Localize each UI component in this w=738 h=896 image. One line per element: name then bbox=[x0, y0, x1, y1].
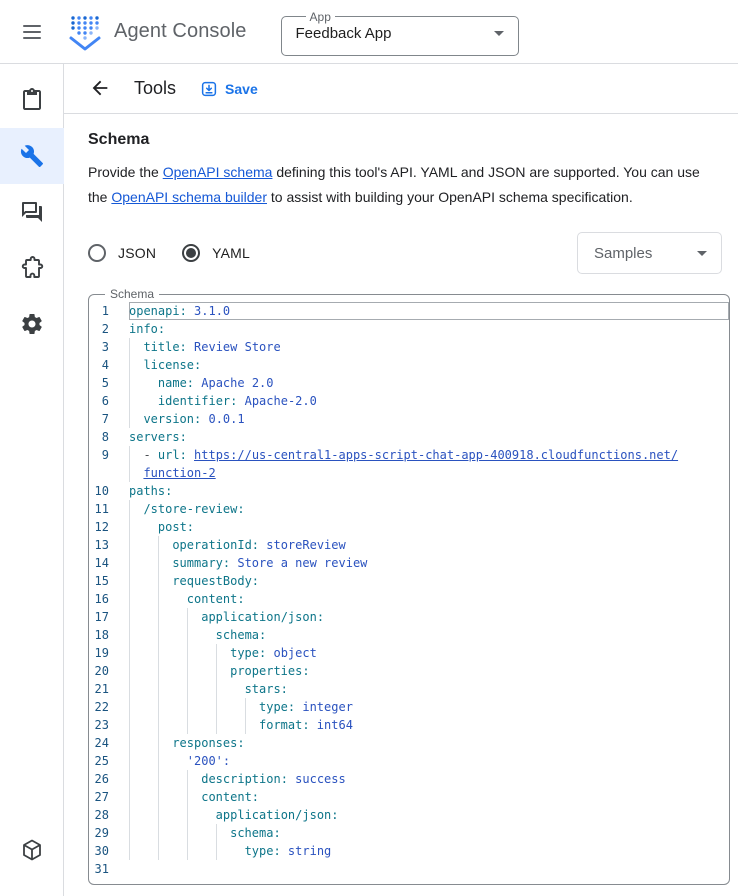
indent-guide bbox=[158, 770, 187, 788]
indent-guide bbox=[129, 644, 158, 662]
schema-editor[interactable] bbox=[89, 302, 729, 878]
indent-guide bbox=[187, 626, 216, 644]
editor-line bbox=[89, 410, 729, 428]
line-number: 24 bbox=[94, 736, 109, 750]
code-token-key: requestBody: bbox=[172, 574, 260, 588]
indent-guide bbox=[158, 608, 187, 626]
indent-guide bbox=[187, 842, 216, 860]
app-select-label: App bbox=[309, 9, 331, 24]
indent-guide bbox=[129, 572, 158, 590]
code-token-key: schema: bbox=[230, 826, 281, 840]
editor-line bbox=[89, 446, 729, 464]
code-token-key: properties: bbox=[230, 664, 310, 678]
indent-guide bbox=[158, 536, 172, 554]
line-number: 17 bbox=[94, 610, 109, 624]
line-number: 18 bbox=[94, 628, 109, 642]
editor-line bbox=[89, 608, 729, 626]
indent-guide bbox=[129, 590, 158, 608]
line-number: 22 bbox=[94, 700, 109, 714]
editor-line bbox=[89, 806, 729, 824]
indent-guide bbox=[129, 374, 158, 392]
code-token-key: format: bbox=[259, 718, 317, 732]
gear-icon bbox=[20, 312, 44, 336]
code-token-key: content: bbox=[201, 790, 260, 804]
line-number: 30 bbox=[94, 844, 109, 858]
indent-guide bbox=[129, 554, 158, 572]
indent-guide bbox=[216, 842, 245, 860]
radio-checked-icon[interactable] bbox=[182, 244, 200, 262]
code-token-key: summary: bbox=[172, 556, 238, 570]
indent-guide bbox=[129, 662, 158, 680]
indent-guide bbox=[129, 752, 158, 770]
code-token-key: /store-review: bbox=[143, 502, 245, 516]
editor-line bbox=[89, 770, 729, 788]
editor-line bbox=[89, 788, 729, 806]
indent-guide bbox=[129, 716, 158, 734]
line-number: 27 bbox=[94, 790, 109, 804]
indent-guide bbox=[129, 410, 143, 428]
indent-guide bbox=[187, 824, 216, 842]
code-token-key: operationId: bbox=[172, 538, 267, 552]
line-number: 9 bbox=[101, 448, 109, 462]
editor-line bbox=[89, 356, 729, 374]
clipboard-icon bbox=[20, 88, 44, 112]
indent-guide bbox=[158, 788, 187, 806]
code-token-val: object bbox=[273, 646, 317, 660]
indent-guide bbox=[187, 770, 201, 788]
line-number bbox=[89, 464, 129, 482]
editor-line bbox=[89, 302, 729, 320]
code-token-link: https://us-central1-apps-script-chat-app-400918.cloudfunctions.net/ bbox=[194, 448, 679, 462]
editor-line bbox=[89, 500, 729, 518]
code-token-key: license: bbox=[143, 358, 202, 372]
code-token-key: identifier: bbox=[157, 394, 245, 408]
indent-guide bbox=[129, 806, 158, 824]
indent-guide bbox=[129, 446, 143, 464]
top-header bbox=[0, 0, 738, 64]
editor-line bbox=[89, 644, 729, 662]
code-token-key: type: bbox=[244, 844, 288, 858]
sidebar-item-extensions[interactable] bbox=[0, 240, 64, 296]
code-token-val: integer bbox=[302, 700, 353, 714]
page-title: Tools bbox=[134, 78, 177, 98]
save-button-label: Save bbox=[225, 80, 258, 97]
code-token-val: int64 bbox=[316, 718, 353, 732]
editor-line bbox=[89, 752, 729, 770]
indent-guide bbox=[129, 536, 158, 554]
radio-label: JSON bbox=[118, 245, 157, 261]
editor-line bbox=[89, 842, 729, 860]
indent-guide bbox=[158, 554, 172, 572]
format-radio-group bbox=[88, 244, 276, 262]
code-token-key: stars: bbox=[244, 682, 288, 696]
indent-guide bbox=[158, 716, 187, 734]
sidebar-item-deploy[interactable] bbox=[0, 822, 64, 878]
line-number: 15 bbox=[94, 574, 109, 588]
editor-line bbox=[89, 680, 729, 698]
code-token-key: content: bbox=[186, 592, 245, 606]
editor-line bbox=[89, 320, 729, 338]
openapi-link[interactable]: OpenAPI schema builder bbox=[111, 189, 267, 205]
code-token-key: post: bbox=[157, 520, 195, 534]
indent-guide bbox=[245, 698, 259, 716]
editor-line bbox=[89, 428, 729, 446]
indent-guide bbox=[245, 716, 259, 734]
indent-guide bbox=[129, 842, 158, 860]
tools-toolbar bbox=[64, 64, 738, 114]
line-number: 21 bbox=[94, 682, 109, 696]
editor-line bbox=[89, 392, 729, 410]
code-token-val: string bbox=[287, 844, 332, 858]
indent-guide bbox=[129, 392, 158, 410]
line-number: 23 bbox=[94, 718, 109, 732]
editor-line bbox=[89, 482, 729, 500]
indent-guide bbox=[216, 680, 245, 698]
line-number: 10 bbox=[94, 484, 109, 498]
line-number: 3 bbox=[101, 340, 109, 354]
line-number: 8 bbox=[101, 430, 109, 444]
code-token-val: Store a new review bbox=[237, 556, 368, 570]
indent-guide bbox=[158, 644, 187, 662]
save-button[interactable] bbox=[200, 80, 258, 98]
indent-guide bbox=[129, 608, 158, 626]
line-number: 12 bbox=[94, 520, 109, 534]
code-token-key: url: bbox=[157, 448, 195, 462]
indent-guide bbox=[158, 662, 187, 680]
app-select-value: Feedback App bbox=[295, 24, 392, 42]
line-number: 7 bbox=[101, 412, 109, 426]
indent-guide bbox=[129, 500, 143, 518]
code-token-val: 3.1.0 bbox=[194, 304, 231, 318]
indent-guide bbox=[158, 752, 187, 770]
wrench-icon bbox=[20, 144, 44, 168]
indent-guide bbox=[129, 356, 143, 374]
code-token-val: storeReview bbox=[266, 538, 346, 552]
indent-guide bbox=[129, 824, 158, 842]
indent-guide bbox=[187, 608, 201, 626]
indent-guide bbox=[187, 788, 201, 806]
code-token-link: function-2 bbox=[143, 466, 216, 480]
controls-row bbox=[88, 232, 730, 274]
radio-label: YAML bbox=[212, 245, 251, 261]
code-token-key: title: bbox=[143, 340, 195, 354]
editor-line bbox=[89, 698, 729, 716]
indent-guide bbox=[158, 824, 187, 842]
line-number: 4 bbox=[101, 358, 109, 372]
code-token-key: type: bbox=[230, 646, 274, 660]
editor-line bbox=[89, 374, 729, 392]
code-token-val: success bbox=[295, 772, 346, 786]
save-icon bbox=[200, 80, 218, 98]
indent-guide bbox=[129, 770, 158, 788]
chevron-down-icon bbox=[697, 251, 707, 256]
product-name: Agent Console bbox=[114, 20, 247, 42]
chat-icon bbox=[20, 200, 44, 224]
line-number: 31 bbox=[94, 862, 109, 876]
code-token-key: description: bbox=[201, 772, 296, 786]
indent-guide bbox=[216, 716, 245, 734]
editor-line bbox=[89, 716, 729, 734]
app-select[interactable] bbox=[281, 10, 519, 56]
line-number: 29 bbox=[94, 826, 109, 840]
editor-line bbox=[89, 860, 729, 878]
code-token-key: name: bbox=[157, 376, 202, 390]
code-token-val: Apache-2.0 bbox=[244, 394, 317, 408]
code-token-val: Apache 2.0 bbox=[201, 376, 274, 390]
indent-guide bbox=[129, 338, 143, 356]
editor-line bbox=[89, 824, 729, 842]
indent-guide bbox=[187, 662, 216, 680]
indent-guide bbox=[216, 698, 245, 716]
code-token-key: responses: bbox=[172, 736, 245, 750]
editor-line bbox=[89, 536, 729, 554]
editor-line bbox=[89, 626, 729, 644]
indent-guide bbox=[216, 662, 230, 680]
sidebar-item-tools[interactable] bbox=[0, 128, 64, 184]
indent-guide bbox=[158, 590, 187, 608]
back-button[interactable] bbox=[88, 77, 112, 101]
line-number: 13 bbox=[94, 538, 109, 552]
line-number: 26 bbox=[94, 772, 109, 786]
logo-icon bbox=[66, 12, 104, 52]
line-number: 25 bbox=[94, 754, 109, 768]
indent-guide bbox=[129, 626, 158, 644]
indent-guide bbox=[158, 572, 172, 590]
editor-line bbox=[89, 554, 729, 572]
section-title: Schema bbox=[88, 131, 150, 148]
hamburger-menu-icon[interactable] bbox=[20, 20, 44, 44]
line-number: 5 bbox=[101, 376, 109, 390]
editor-line bbox=[89, 662, 729, 680]
indent-guide bbox=[129, 788, 158, 806]
indent-guide bbox=[158, 806, 187, 824]
samples-dropdown[interactable] bbox=[577, 232, 722, 274]
radio-unchecked-icon[interactable] bbox=[88, 244, 106, 262]
chevron-down-icon bbox=[494, 31, 504, 36]
indent-guide bbox=[129, 734, 158, 752]
code-token-key: application/json: bbox=[215, 808, 339, 822]
indent-guide bbox=[129, 680, 158, 698]
line-number: 16 bbox=[94, 592, 109, 606]
code-token-val: 0.0.1 bbox=[208, 412, 245, 426]
line-number: 20 bbox=[94, 664, 109, 678]
code-token-key: schema: bbox=[215, 628, 267, 642]
code-token-key: openapi: bbox=[129, 304, 195, 318]
code-token-key: paths: bbox=[129, 484, 173, 498]
package-icon bbox=[20, 838, 44, 862]
editor-line bbox=[89, 464, 729, 482]
line-number: 19 bbox=[94, 646, 109, 660]
indent-guide bbox=[216, 824, 230, 842]
extension-icon bbox=[20, 256, 44, 280]
indent-guide bbox=[129, 518, 158, 536]
schema-editor-fieldset bbox=[88, 287, 730, 885]
sidebar-item-settings[interactable] bbox=[0, 296, 64, 352]
schema-description: Provide the OpenAPI schema defining this tool's API. YAML and JSON are supported. You can use the OpenAPI schema builder to assist with building your OpenAPI schema specification. bbox=[88, 164, 700, 205]
code-token-val: Review Store bbox=[194, 340, 281, 354]
line-number: 6 bbox=[101, 394, 109, 408]
indent-guide bbox=[158, 680, 187, 698]
line-number: 14 bbox=[94, 556, 109, 570]
indent-guide bbox=[187, 680, 216, 698]
code-token-key: version: bbox=[143, 412, 209, 426]
code-token-key: servers: bbox=[129, 430, 187, 444]
line-number: 28 bbox=[94, 808, 109, 822]
editor-line bbox=[89, 338, 729, 356]
code-token-key: type: bbox=[259, 700, 303, 714]
indent-guide bbox=[187, 806, 216, 824]
line-number: 11 bbox=[94, 502, 109, 516]
sidebar-item-conversations[interactable] bbox=[0, 184, 64, 240]
agent-console-logo bbox=[66, 12, 104, 52]
editor-line bbox=[89, 518, 729, 536]
schema-section bbox=[64, 114, 738, 896]
radio-yaml[interactable] bbox=[182, 244, 250, 262]
editor-line bbox=[89, 734, 729, 752]
editor-line bbox=[89, 572, 729, 590]
indent-guide bbox=[158, 626, 187, 644]
indent-guide bbox=[129, 698, 158, 716]
indent-guide bbox=[187, 644, 216, 662]
radio-json[interactable] bbox=[88, 244, 156, 262]
left-sidebar bbox=[0, 64, 64, 896]
indent-guide bbox=[187, 698, 216, 716]
code-token-val: '200': bbox=[186, 754, 231, 768]
line-number: 1 bbox=[101, 304, 109, 318]
indent-guide bbox=[216, 644, 230, 662]
openapi-link[interactable]: OpenAPI schema bbox=[162, 164, 273, 180]
editor-line bbox=[89, 590, 729, 608]
editor-lines bbox=[89, 302, 729, 878]
schema-editor-legend: Schema bbox=[110, 287, 155, 301]
code-token-key: info: bbox=[129, 322, 166, 336]
indent-guide bbox=[158, 698, 187, 716]
indent-guide bbox=[129, 464, 143, 482]
code-token-key: application/json: bbox=[201, 610, 325, 624]
indent-guide bbox=[158, 842, 187, 860]
sidebar-item-tasks[interactable] bbox=[0, 72, 64, 128]
samples-dropdown-label: Samples bbox=[594, 244, 653, 262]
indent-guide bbox=[158, 734, 172, 752]
line-number: 2 bbox=[101, 322, 109, 336]
main-panel bbox=[64, 64, 738, 896]
indent-guide bbox=[187, 716, 216, 734]
back-arrow-icon bbox=[89, 77, 111, 99]
code-token-meta: - bbox=[143, 448, 158, 462]
